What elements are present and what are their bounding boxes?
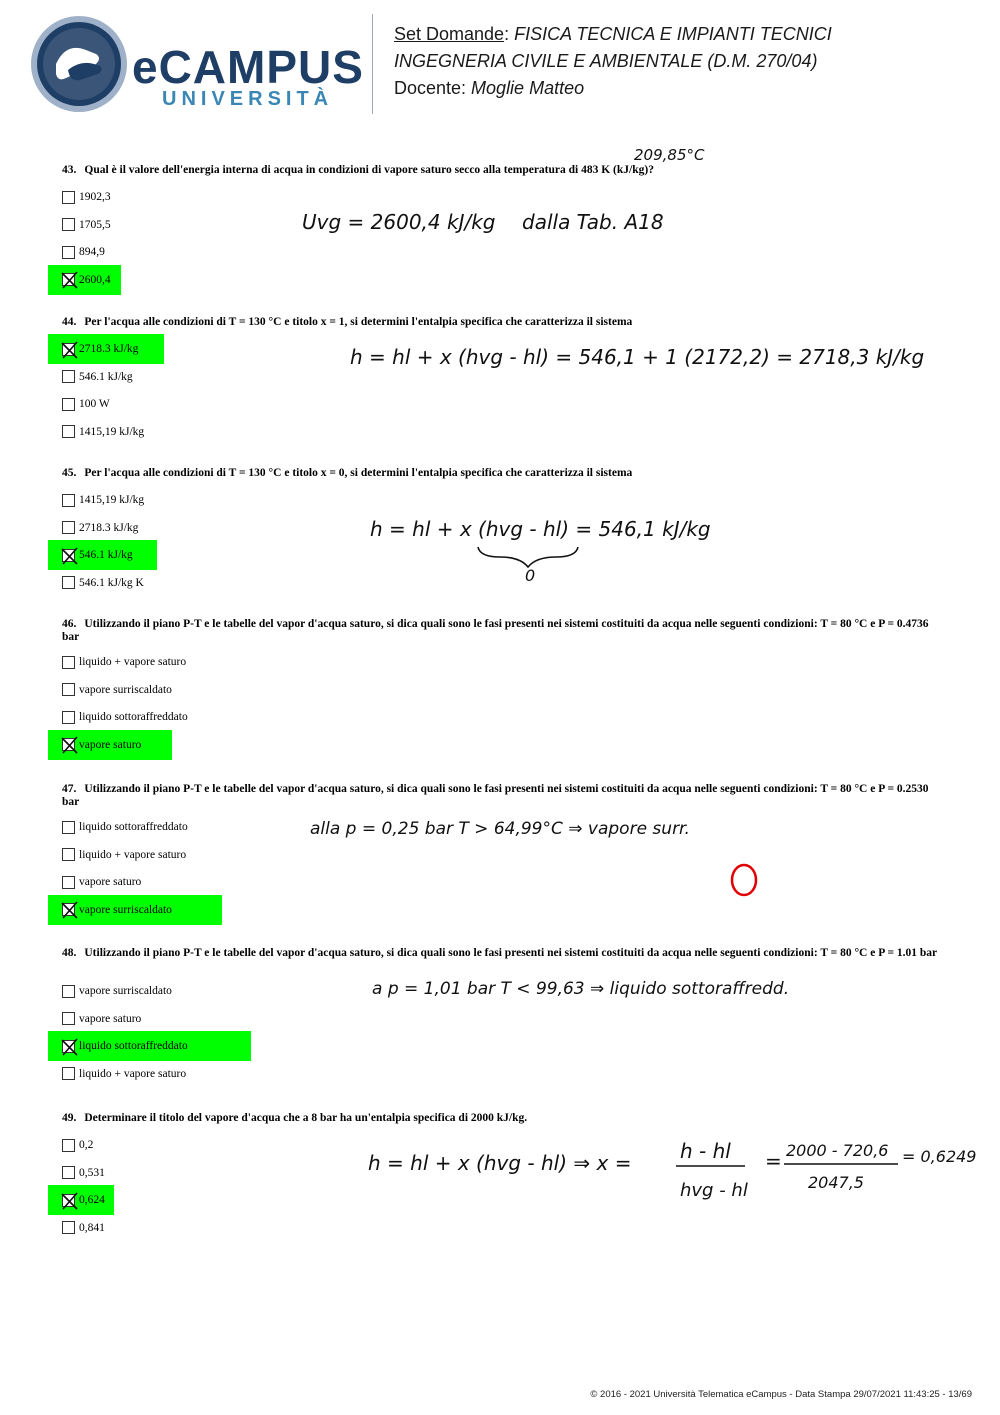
checkbox[interactable] <box>62 848 75 861</box>
checkbox[interactable] <box>62 1221 75 1234</box>
answer-option[interactable] <box>62 217 111 233</box>
option-label: 1415,19 kJ/kg <box>79 425 145 438</box>
option-label: vapore saturo <box>79 1012 142 1025</box>
hw-45-eq: h = hl + x (hvg - hl) = 546,1 kJ/kg <box>370 517 711 541</box>
answer-option[interactable] <box>62 1038 188 1054</box>
checkbox[interactable] <box>62 1139 75 1152</box>
question-text <box>62 316 942 329</box>
checkbox[interactable] <box>62 876 75 889</box>
option-label: 1902,3 <box>79 191 111 203</box>
option-label: liquido sottoraffreddato <box>79 711 188 724</box>
option-label: 2718.3 kJ/kg <box>79 343 139 355</box>
question-text <box>62 618 942 644</box>
answer-option[interactable] <box>62 1011 141 1027</box>
checkbox[interactable] <box>62 398 75 411</box>
answer-option[interactable] <box>62 575 144 591</box>
check-x-icon <box>60 1038 79 1057</box>
option-label: 1415,19 kJ/kg <box>79 494 145 506</box>
hw-45-zero: 0 <box>525 566 536 585</box>
hw-49-eq: = <box>765 1149 782 1173</box>
hw-49-num: h - hl <box>680 1139 731 1163</box>
option-label: liquido + vapore saturo <box>79 656 187 668</box>
course-program: INGEGNERIA CIVILE E AMBIENTALE (D.M. 270/04) <box>394 51 818 71</box>
checkbox[interactable] <box>62 191 75 204</box>
option-label: vapore saturo <box>79 738 142 751</box>
header-set-line: Set Domande: FISICA TECNICA E IMPIANTI TECNICI <box>394 24 832 44</box>
option-label: vapore surriscaldato <box>79 903 172 916</box>
question-number: 48. <box>62 947 77 959</box>
logo-subtitle: UNIVERSITÀ <box>162 88 334 110</box>
answer-option[interactable] <box>62 272 111 288</box>
answer-option[interactable] <box>62 189 111 205</box>
hw-44-eq: h = hl + x (hvg - hl) = 546,1 + 1 (2172,2) = 2718,3 kJ/kg <box>350 345 925 369</box>
check-x-icon <box>60 736 79 755</box>
checkbox[interactable] <box>62 683 75 696</box>
answer-option[interactable] <box>62 874 141 890</box>
hw-48-note: a p = 1,01 bar T < 99,63 ⇒ liquido sottoraffredd. <box>372 979 790 999</box>
answer-option[interactable] <box>62 492 144 508</box>
answer-option[interactable] <box>62 424 144 440</box>
answer-option[interactable] <box>62 1165 105 1181</box>
teacher-name: Moglie Matteo <box>471 78 585 98</box>
option-label: 894,9 <box>79 246 105 259</box>
question-number: 44. <box>62 316 77 328</box>
option-label: 100 W <box>79 398 110 411</box>
checkbox[interactable] <box>62 1194 75 1207</box>
option-label: liquido + vapore saturo <box>79 1067 187 1080</box>
question-text <box>62 947 942 960</box>
answer-option[interactable] <box>62 520 138 536</box>
option-label: liquido sottoraffreddato <box>79 1040 188 1053</box>
answer-option[interactable] <box>62 847 186 863</box>
checkbox[interactable] <box>62 1067 75 1080</box>
question-text <box>62 783 942 809</box>
hw-49-den-val: 2047,5 <box>808 1173 864 1192</box>
header-divider <box>372 14 373 114</box>
checkbox[interactable] <box>62 549 75 562</box>
option-label: 0,624 <box>79 1194 105 1207</box>
question-text <box>62 164 942 177</box>
checkbox[interactable] <box>62 985 75 998</box>
ecampus-logo-icon <box>16 14 142 114</box>
option-label: vapore surriscaldato <box>79 683 172 696</box>
answer-option[interactable] <box>62 682 172 698</box>
checkbox[interactable] <box>62 738 75 751</box>
option-label: 546.1 kJ/kg <box>79 549 133 562</box>
answer-option[interactable] <box>62 1066 186 1082</box>
checkbox[interactable] <box>62 521 75 534</box>
option-label: vapore surriscaldato <box>79 985 172 997</box>
question-text <box>62 1112 942 1125</box>
checkbox[interactable] <box>62 711 75 724</box>
question-number: 47. <box>62 783 77 795</box>
red-circle-mark <box>732 865 756 895</box>
checkbox[interactable] <box>62 656 75 669</box>
question-number: 43. <box>62 164 77 176</box>
option-label: liquido + vapore saturo <box>79 848 187 861</box>
teacher-label: Docente: <box>394 78 472 98</box>
answer-option[interactable] <box>62 396 110 412</box>
answer-option[interactable] <box>62 244 105 260</box>
hw-49-lhs: h = hl + x (hvg - hl) ⇒ x = <box>368 1151 632 1175</box>
question-body: Per l'acqua alle condizioni di T = 130 °C e titolo x = 0, si determini l'entalpia specifica che caratterizza il sistema <box>84 467 633 479</box>
option-label: 1705,5 <box>79 218 111 231</box>
question-text <box>62 467 942 480</box>
answer-option[interactable] <box>62 737 141 753</box>
option-label: 2718.3 kJ/kg <box>79 521 139 534</box>
page-header <box>0 0 1000 130</box>
hw-47-note: alla p = 0,25 bar T > 64,99°C ⇒ vapore surr. <box>310 819 690 839</box>
question-body: Determinare il titolo del vapore d'acqua che a 8 bar ha un'entalpia specifica di 2000 kJ/kg. <box>84 1112 528 1124</box>
hw-49-den: hvg - hl <box>680 1180 748 1201</box>
checkbox[interactable] <box>62 273 75 286</box>
teacher-line <box>394 78 584 99</box>
check-x-icon <box>60 1192 79 1211</box>
question-number: 45. <box>62 467 77 479</box>
hw-49-num-val: 2000 - 720,6 <box>786 1141 889 1160</box>
hw-43-eq: Uvg = 2600,4 kJ/kg <box>302 210 496 234</box>
checkbox[interactable] <box>62 218 75 231</box>
question-body: Utilizzando il piano P-T e le tabelle del vapor d'acqua saturo, si dica quali sono le fasi presenti nei sistemi costituiti da acqua nelle seguenti condizioni: T = 80 °C e P = 0.2530 bar <box>62 783 929 808</box>
option-label: 546.1 kJ/kg <box>79 370 133 383</box>
answer-option[interactable] <box>62 1220 105 1236</box>
checkbox[interactable] <box>62 494 75 507</box>
checkbox[interactable] <box>62 576 75 589</box>
hw-49-res: = 0,6249 <box>902 1147 977 1166</box>
checkbox[interactable] <box>62 425 75 438</box>
checkbox[interactable] <box>62 246 75 259</box>
check-x-icon <box>60 547 79 566</box>
checkbox[interactable] <box>62 343 75 356</box>
checkbox[interactable] <box>62 1012 75 1025</box>
option-label: 2600,4 <box>79 273 111 286</box>
answer-option[interactable] <box>62 654 186 670</box>
question-body: Utilizzando il piano P-T e le tabelle del vapor d'acqua saturo, si dica quali sono le fasi presenti nei sistemi costituiti da acqua nelle seguenti condizioni: T = 80 °C e P = 1.01 bar <box>84 947 938 959</box>
option-label: 546.1 kJ/kg K <box>79 576 144 589</box>
option-label: 0,841 <box>79 1221 105 1234</box>
checkbox[interactable] <box>62 821 75 834</box>
hw-43-src: dalla Tab. A18 <box>522 210 664 234</box>
check-x-icon <box>60 271 79 290</box>
checkbox[interactable] <box>62 1166 75 1179</box>
checkbox[interactable] <box>62 903 75 916</box>
hw-43-temp: 209,85°C <box>634 146 705 164</box>
answer-option[interactable] <box>62 1192 105 1208</box>
question-number: 46. <box>62 618 77 630</box>
answer-option[interactable] <box>62 547 133 563</box>
option-label: 0,2 <box>79 1139 94 1151</box>
logo-wordmark: eCAMPUS <box>132 41 364 93</box>
checkbox[interactable] <box>62 370 75 383</box>
option-label: liquido sottoraffreddato <box>79 821 188 833</box>
question-number: 49. <box>62 1112 77 1124</box>
page-footer: © 2016 - 2021 Università Telematica eCampus - Data Stampa 29/07/2021 11:43:25 - 13/69 <box>590 1389 972 1400</box>
question-body: Qual è il valore dell'energia interna di acqua in condizioni di vapore saturo secco alla temperatura di 483 K (kJ/kg)? <box>84 164 654 176</box>
answer-option[interactable] <box>62 902 172 918</box>
option-label: vapore saturo <box>79 876 142 889</box>
option-label: 0,531 <box>79 1166 105 1179</box>
question-body: Per l'acqua alle condizioni di T = 130 °C e titolo x = 1, si determini l'entalpia specifica che caratterizza il sistema <box>84 316 633 328</box>
course-title: FISICA TECNICA E IMPIANTI TECNICI <box>514 24 832 44</box>
answer-option[interactable] <box>62 369 133 385</box>
answer-option[interactable] <box>62 983 172 999</box>
check-x-icon <box>60 901 79 920</box>
answer-option[interactable] <box>62 709 188 725</box>
set-label: Set Domande <box>394 24 505 44</box>
answer-option[interactable] <box>62 819 188 835</box>
hw-45-underbrace <box>478 547 578 567</box>
question-body: Utilizzando il piano P-T e le tabelle del vapor d'acqua saturo, si dica quali sono le fasi presenti nei sistemi costituiti da acqua nelle seguenti condizioni: T = 80 °C e P = 0.4736 bar <box>62 618 929 643</box>
checkbox[interactable] <box>62 1040 75 1053</box>
answer-option[interactable] <box>62 341 138 357</box>
check-x-icon <box>60 341 79 360</box>
answer-option[interactable] <box>62 1137 93 1153</box>
